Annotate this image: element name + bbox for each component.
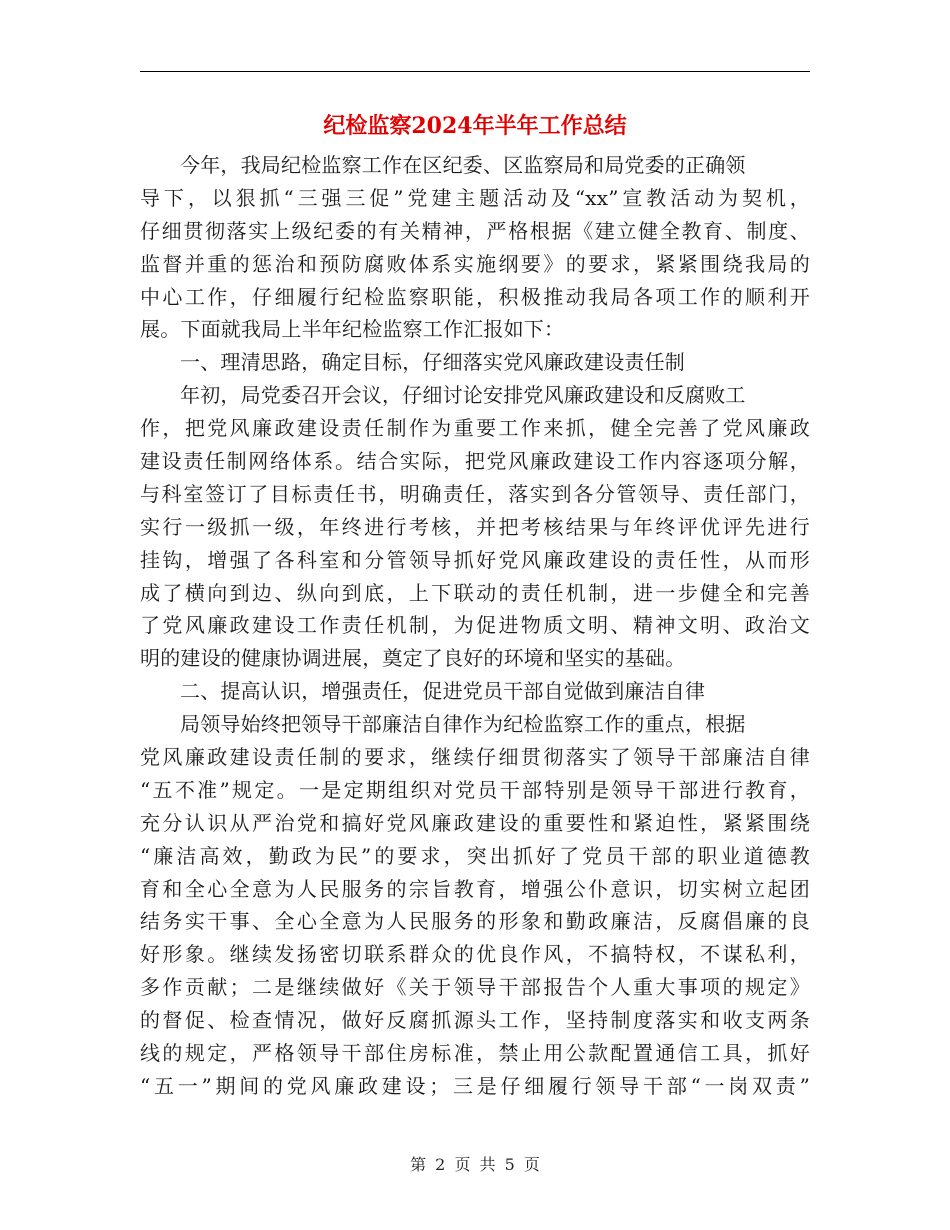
- page-number-footer: 第 2 页 共 5 页: [410, 1155, 540, 1174]
- paragraph-line: 好形象。继续发扬密切联系群众的优良作风，不搞特权，不谋私利，: [140, 942, 810, 967]
- paragraph-line: 的督促、检查情况，做好反腐抓源头工作，坚持制度落实和收支两条: [140, 1008, 810, 1033]
- header-rule: [140, 71, 810, 72]
- paragraph-line: 与科室签订了目标责任书，明确责任，落实到各分管领导、责任部门，: [140, 481, 810, 506]
- paragraph-line: 结务实干事、全心全意为人民服务的形象和勤政廉洁，反腐倡廉的良: [140, 909, 810, 934]
- section-heading: 二、提高认识，增强责任，促进党员干部自觉做到廉洁自律: [180, 679, 706, 704]
- document-body: [140, 149, 810, 1103]
- paragraph-line: 作，把党风廉政建设责任制作为重要工作来抓，健全完善了党风廉政: [140, 416, 810, 441]
- paragraph-line: 育和全心全意为人民服务的宗旨教育，增强公仆意识，切实树立起团: [140, 876, 810, 901]
- paragraph-line: 明的建设的健康协调进展，奠定了良好的环境和坚实的基础。: [140, 646, 686, 671]
- paragraph-line: 建设责任制网络体系。结合实际，把党风廉政建设工作内容逐项分解，: [140, 449, 810, 474]
- paragraph-line: 局领导始终把领导干部廉洁自律作为纪检监察工作的重点，根据: [180, 712, 746, 737]
- paragraph-line: 中心工作，仔细履行纪检监察职能，积极推动我局各项工作的顺利开: [140, 284, 810, 309]
- paragraph-line: 实行一级抓一级，年终进行考核，并把考核结果与年终评优评先进行: [140, 514, 810, 539]
- paragraph-line: “廉洁高效，勤政为民”的要求，突出抓好了党员干部的职业道德教: [140, 843, 810, 868]
- paragraph-line: “五不准”规定。一是定期组织对党员干部特别是领导干部进行教育，: [140, 777, 810, 802]
- paragraph-line: 成了横向到边、纵向到底，上下联动的责任机制，进一步健全和完善: [140, 580, 810, 605]
- paragraph-line: 展。下面就我局上半年纪检监察工作汇报如下：: [140, 317, 565, 342]
- document-title: 纪检监察2024年半年工作总结: [323, 113, 627, 139]
- paragraph-line: 年初，局党委召开会议，仔细讨论安排党风廉政建设和反腐败工: [180, 383, 746, 408]
- paragraph-line: 导下，以狠抓“三强三促”党建主题活动及“xx”宣教活动为契机，: [140, 185, 810, 210]
- paragraph-line: 多作贡献；二是继续做好《关于领导干部报告个人重大事项的规定》: [140, 975, 810, 1000]
- paragraph-line: 监督并重的惩治和预防腐败体系实施纲要》的要求，紧紧围绕我局的: [140, 251, 810, 276]
- paragraph-line: 了党风廉政建设工作责任机制，为促进物质文明、精神文明、政治文: [140, 613, 810, 638]
- section-heading: 一、理清思路，确定目标，仔细落实党风廉政建设责任制: [180, 350, 685, 375]
- paragraph-line: 线的规定，严格领导干部住房标准，禁止用公款配置通信工具，抓好: [140, 1041, 810, 1066]
- paragraph-line: “五一”期间的党风廉政建设；三是仔细履行领导干部“一岗双责”: [140, 1073, 810, 1098]
- paragraph-line: 今年，我局纪检监察工作在区纪委、区监察局和局党委的正确领: [180, 153, 746, 177]
- paragraph-line: 充分认识从严治党和搞好党风廉政建设的重要性和紧迫性，紧紧围绕: [140, 810, 810, 835]
- paragraph-line: 党风廉政建设责任制的要求，继续仔细贯彻落实了领导干部廉洁自律: [140, 745, 810, 770]
- paragraph-line: 仔细贯彻落实上级纪委的有关精神，严格根据《建立健全教育、制度、: [140, 218, 810, 243]
- paragraph-line: 挂钩，增强了各科室和分管领导抓好党风廉政建设的责任性，从而形: [140, 547, 810, 572]
